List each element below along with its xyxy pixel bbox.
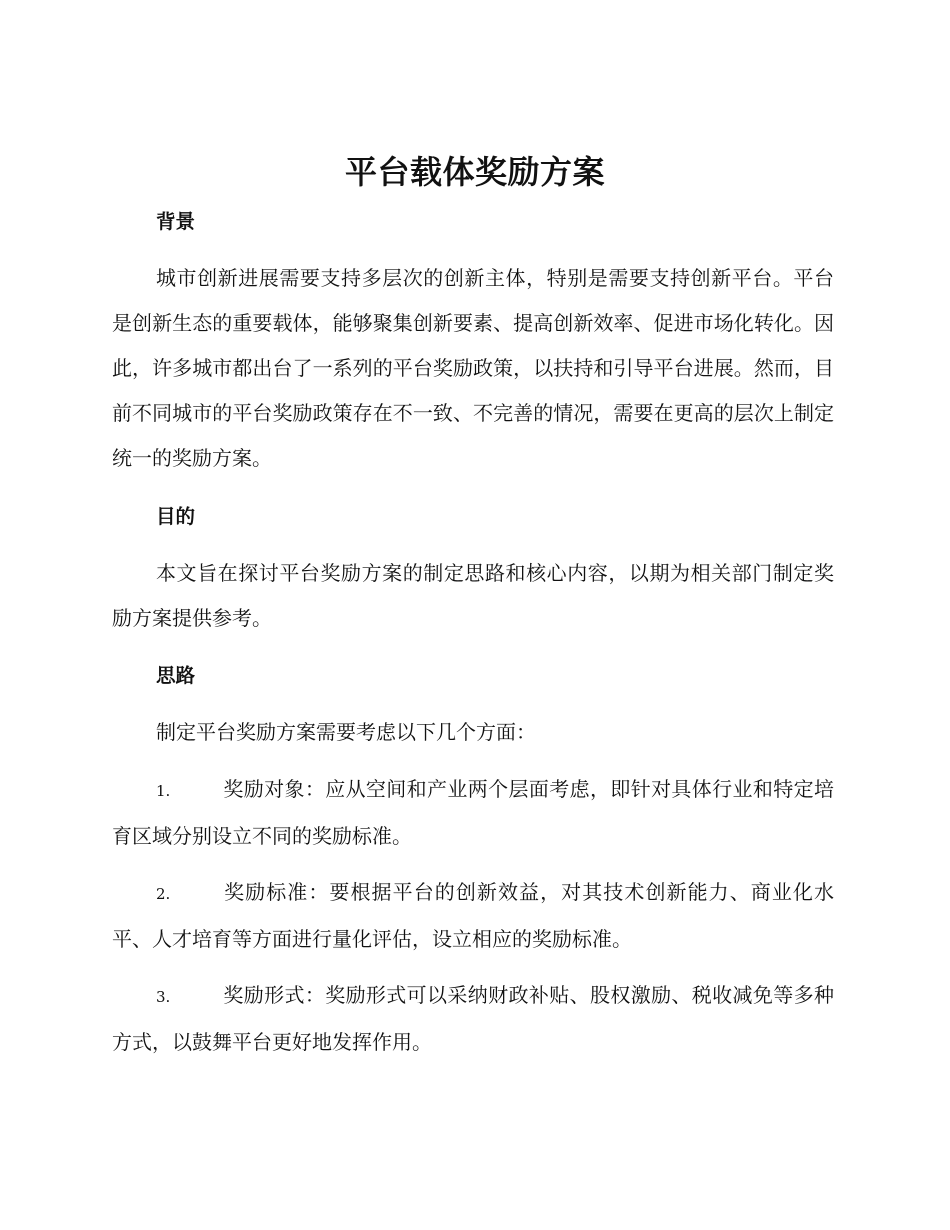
list-item-text: 奖励形式：奖励形式可以采纳财政补贴、股权激励、税收减免等多种方式，以鼓舞平台更好地发挥作用。 bbox=[112, 983, 834, 1054]
list-item bbox=[112, 973, 834, 1065]
list-item-number: 3. bbox=[156, 988, 171, 1006]
list-item-text: 奖励标准：要根据平台的创新效益，对其技术创新能力、商业化水平、人才培育等方面进行量化评估，设立相应的奖励标准。 bbox=[112, 880, 834, 951]
list-item-number: 1. bbox=[156, 782, 171, 800]
list-item bbox=[112, 767, 834, 859]
section-heading-approach: 思路 bbox=[156, 664, 196, 687]
section-paragraph-purpose: 本文旨在探讨平台奖励方案的制定思路和核心内容，以期为相关部门制定奖励方案提供参考。 bbox=[112, 561, 834, 630]
list-item-text: 奖励对象：应从空间和产业两个层面考虑，即针对具体行业和特定培育区域分别设立不同的奖励标准。 bbox=[112, 777, 834, 848]
section-heading-background: 背景 bbox=[156, 210, 196, 233]
list-item-number: 2. bbox=[156, 885, 171, 903]
list-item bbox=[112, 870, 834, 962]
section-paragraph-approach: 制定平台奖励方案需要考虑以下几个方面： bbox=[156, 720, 536, 744]
section-paragraph-background: 城市创新进展需要支持多层次的创新主体，特别是需要支持创新平台。平台是创新生态的重要载体，能够聚集创新要素、提高创新效率、促进市场化转化。因此，许多城市都出台了一系列的平台奖励政策，以扶持和引导平台进展。然而，目前不同城市的平台奖励政策存在不一致、不完善的情况，需要在更高的层次上制定统一的奖励方案。 bbox=[112, 266, 834, 470]
document-title: 平台载体奖励方案 bbox=[344, 153, 605, 191]
section-heading-purpose: 目的 bbox=[156, 505, 196, 528]
